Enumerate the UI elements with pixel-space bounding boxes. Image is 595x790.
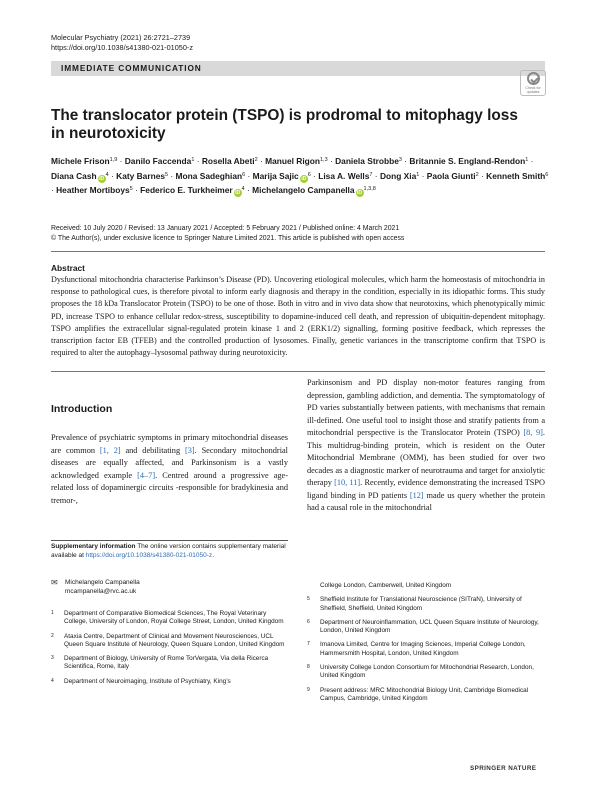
author-separator: ·	[194, 156, 202, 166]
author-affiliation-marker: 1	[191, 157, 195, 163]
abstract-heading: Abstract	[51, 263, 85, 273]
affiliation-item	[307, 596, 545, 613]
journal-header	[51, 33, 193, 53]
author-affiliation-marker: 2	[475, 171, 479, 178]
author-name[interactable]: Mona Sadeghian	[175, 170, 243, 181]
reference-link[interactable]: [8, 9]	[523, 428, 543, 437]
author-name[interactable]: Manuel Rigon	[265, 156, 320, 166]
reference-link[interactable]: [3]	[184, 445, 195, 455]
author-separator: ·	[478, 170, 487, 181]
check-for-updates-badge[interactable]	[520, 70, 546, 96]
affiliation-item	[307, 582, 545, 590]
article-title: The translocator protein (TSPO) is prodromal to mitophagy loss in neurotoxicity	[51, 107, 518, 142]
affiliation-item	[51, 678, 288, 686]
author-name[interactable]: Heather Mortiboys	[56, 185, 130, 195]
affiliation-number: 8	[307, 664, 310, 671]
affiliation-text: Ataxia Centre, Department of Clinical and Movement Neurosciences, UCL Queen Square Institute of Neurology, Queen Square London, United Kingdom	[64, 632, 285, 648]
affiliation-item	[307, 641, 545, 658]
author-separator: ·	[257, 156, 266, 166]
author-separator: ·	[528, 156, 534, 166]
check-for-updates-label: Check for updates	[525, 86, 541, 94]
affiliation-number: 7	[307, 641, 310, 648]
author-name[interactable]: Michele Frison	[51, 156, 110, 166]
author-affiliation-marker: 3	[398, 157, 402, 163]
divider	[51, 251, 545, 252]
introduction-heading: Introduction	[51, 403, 113, 415]
author-separator: ·	[327, 156, 336, 166]
body-text: and debilitating	[120, 445, 185, 455]
divider	[51, 371, 545, 372]
author-name[interactable]: Federico E. Turkheimer	[140, 185, 233, 195]
author-name[interactable]: Lisa A. Wells	[318, 170, 370, 181]
envelope-icon: ✉	[51, 578, 58, 587]
author-affiliation-marker: 6	[242, 171, 246, 178]
intro-column-left	[51, 432, 288, 507]
author-separator: ·	[51, 185, 57, 195]
affiliation-item	[307, 687, 545, 704]
author-name[interactable]: Diana Cash	[51, 170, 97, 181]
journal-doi-link[interactable]: https://doi.org/10.1038/s41380-021-01050-z	[51, 43, 193, 52]
author-separator: ·	[132, 185, 141, 195]
author-affiliation-marker: 6	[307, 171, 311, 178]
affiliation-number: 1	[51, 610, 54, 616]
author-separator: ·	[419, 170, 427, 181]
affiliation-item	[51, 655, 288, 672]
supplementary-end: .	[212, 551, 214, 559]
correspondence	[51, 579, 288, 596]
author-affiliation-marker: 4	[241, 186, 245, 192]
reference-link[interactable]: [12]	[409, 490, 424, 500]
affiliation-text: Present address: MRC Mitochondrial Biology Unit, Cambridge Biomedical Campus, Cambridge, United Kingdom	[320, 686, 529, 702]
affiliation-text: Department of Neuroinflammation, UCL Queen Square Institute of Neurology, London, United Kingdom	[320, 618, 539, 635]
affiliation-text: Department of Comparative Biomedical Sciences, The Royal Veterinary College, University of London, Royal College Street, London, United Kingdom	[64, 610, 284, 626]
affiliation-item	[307, 664, 545, 681]
body-text: made us query whether the protein had a causal role in the mitochondrial	[307, 490, 545, 512]
orcid-icon[interactable]: iD	[357, 190, 363, 196]
author-separator: ·	[401, 156, 410, 166]
affiliation-number	[307, 582, 320, 590]
reference-link[interactable]: [10, 11]	[334, 478, 361, 487]
author-affiliation-marker: 1,9	[109, 157, 118, 163]
author-name[interactable]: Danilo Faccenda	[124, 156, 192, 166]
journal-citation: Molecular Psychiatry (2021) 26:2721–2739	[51, 33, 191, 42]
affiliation-item	[51, 633, 288, 650]
supplementary-text: The online version contains supplementary material available at	[51, 543, 286, 559]
author-affiliation-marker: 6	[545, 171, 549, 178]
body-text: . Centred around a progressive age-related loss of dopaminergic circuits -responsible for bradykinesia and tremor-,	[51, 470, 288, 505]
affiliation-number: 3	[51, 655, 54, 662]
correspondence-email[interactable]: mcampanella@rvc.ac.uk	[65, 587, 137, 595]
author-separator: ·	[108, 170, 117, 181]
affiliation-text: University College London Consortium for Mitochondrial Research, London, United Kingdom	[320, 664, 534, 680]
check-for-updates-icon	[527, 72, 540, 85]
author-name[interactable]: Daniela Strobbe	[335, 156, 399, 166]
affiliation-number: 5	[307, 596, 310, 603]
affiliation-item	[51, 610, 288, 627]
author-affiliation-marker: 1	[416, 171, 420, 178]
author-list	[51, 154, 551, 198]
author-separator: ·	[168, 170, 176, 181]
author-separator: ·	[117, 156, 125, 166]
orcid-icon[interactable]: iD	[99, 175, 105, 182]
author-separator: ·	[245, 170, 253, 181]
correspondence-name: Michelangelo Campanella	[65, 579, 140, 586]
affiliations-left	[51, 610, 288, 692]
affiliation-text: College London, Camberwell, United Kingdom	[320, 582, 452, 589]
body-text: . Recently, evidence demonstrating the increased TSPO ligand binding in PD patients	[307, 478, 546, 500]
body-text: Prevalence of psychiatric symptoms in primary mitochondrial diseases are common	[51, 433, 288, 455]
date-history: Received: 10 July 2020 / Revised: 13 January 2021 / Accepted: 5 February 2021 / Published online: 4 March 2021	[51, 225, 400, 232]
supplementary-label: Supplementary information	[51, 543, 136, 550]
reference-link[interactable]: [1, 2]	[99, 445, 121, 455]
author-affiliation-marker: 1	[525, 157, 529, 163]
footnote-divider	[51, 540, 288, 541]
article-type-banner: IMMEDIATE COMMUNICATION	[51, 61, 545, 76]
affiliation-text: Sheffield Institute for Translational Neuroscience (SITraN), University of Sheffield, Sheffield, United Kingdom	[320, 596, 522, 612]
affiliation-number: 6	[307, 618, 310, 625]
publisher-logo: SPRINGER NATURE	[470, 765, 537, 772]
author-affiliation-marker: 1,3,8	[363, 186, 376, 192]
publication-dates	[51, 224, 545, 244]
author-name[interactable]: Paola Giunti	[426, 170, 476, 181]
author-name[interactable]: Rosella Abeti	[201, 156, 255, 166]
author-name[interactable]: Michelangelo Campanella	[252, 185, 355, 195]
author-name[interactable]: Marija Sajic	[252, 170, 299, 181]
author-separator: ·	[372, 170, 380, 181]
author-affiliation-marker: 5	[165, 171, 169, 178]
author-affiliation-marker: 1,3	[320, 157, 328, 163]
author-name[interactable]: Britannie S. England-Rendon	[409, 156, 526, 166]
author-affiliation-marker: 7	[369, 171, 373, 178]
body-text: . Secondary mitochondrial diseases are equally affected, and Parkinsonism is a vastly acknowledged example	[51, 445, 288, 480]
affiliation-text: Department of Neuroimaging, Institute of Psychiatry, King’s	[64, 677, 231, 685]
affiliations-right	[307, 582, 545, 709]
author-name[interactable]: Kenneth Smith	[486, 170, 546, 181]
affiliation-number: 4	[51, 677, 54, 684]
affiliation-text: Department of Biology, University of Rome TorVergata, Via della Ricerca Scientifica, Rome, Italy	[64, 655, 269, 671]
abstract-text: Dysfunctional mitochondria characterise Parkinson’s Disease (PD). Uncovering etiological molecules, which harm the homeostasis of mitochondria in response to pathological cues, is therefore pivotal to inform early diagnosis and therapy in the condition, especially in its idiopathic forms. This study proposes the 18 kDa Translocator Protein (TSPO) to be one of those. Both in vitro and in vivo data show that neurotoxins, which phenotypically mimic PD, increase TSPO to enhance cellular redox-stress, susceptibility to dopamine-induced cell death, and repression of ubiquitin-dependent mitophagy. TSPO amplifies the extracellular signal-regulated protein kinase 1 and 2 (ERK1/2) signalling, forming positive feedback, which represses the transcription factor EB (TFEB) and the controlled production of lysosomes. Finally, genetic variances in the transcriptome confirm that TSPO is required to alter the autophagy–lysosomal pathway during neurotoxicity.	[51, 275, 545, 358]
author-affiliation-marker: 2	[254, 157, 258, 163]
orcid-icon[interactable]: iD	[301, 175, 307, 182]
intro-column-right	[307, 377, 545, 515]
affiliation-item	[307, 619, 545, 636]
author-separator: ·	[310, 170, 319, 181]
affiliation-number: 9	[307, 686, 310, 693]
reference-link[interactable]: [4–7]	[137, 470, 156, 480]
copyright-notice: © The Author(s), under exclusive licence to Springer Nature Limited 2021. This article is published with open access	[51, 235, 405, 242]
author-separator: ·	[244, 185, 253, 195]
affiliation-number: 2	[51, 632, 54, 639]
body-text: . This multidrug-binding protein, which is resident on the Outer Mitochondrial Membrane (OMM), has been studied for over two decades as a diagnostic marker of neurotrauma and target for anxiolytic therapy	[307, 428, 545, 487]
body-text: Parkinsonism and PD display non-motor features ranging from depression, gambling addiction, and dementia. The symptomatology of PD varies substantially between patients, with mechanisms that remain ill-defined. One useful tool to insight those and stratify patients from a mitochondrial perspective is the Translocator Protein (TSPO)	[307, 378, 545, 437]
author-name[interactable]: Dong Xia	[379, 170, 417, 181]
affiliation-text: Imanova Limited, Centre for Imaging Sciences, Imperial College London, Hammersmith Hospital, London, United Kingdom	[320, 641, 526, 657]
author-affiliation-marker: 5	[129, 186, 133, 192]
author-affiliation-marker: 4	[105, 171, 109, 178]
orcid-icon[interactable]: iD	[235, 190, 241, 196]
supplementary-link[interactable]: https://doi.org/10.1038/s41380-021-01050-z	[85, 551, 213, 559]
supplementary-info	[51, 543, 288, 560]
author-name[interactable]: Katy Barnes	[116, 170, 166, 181]
